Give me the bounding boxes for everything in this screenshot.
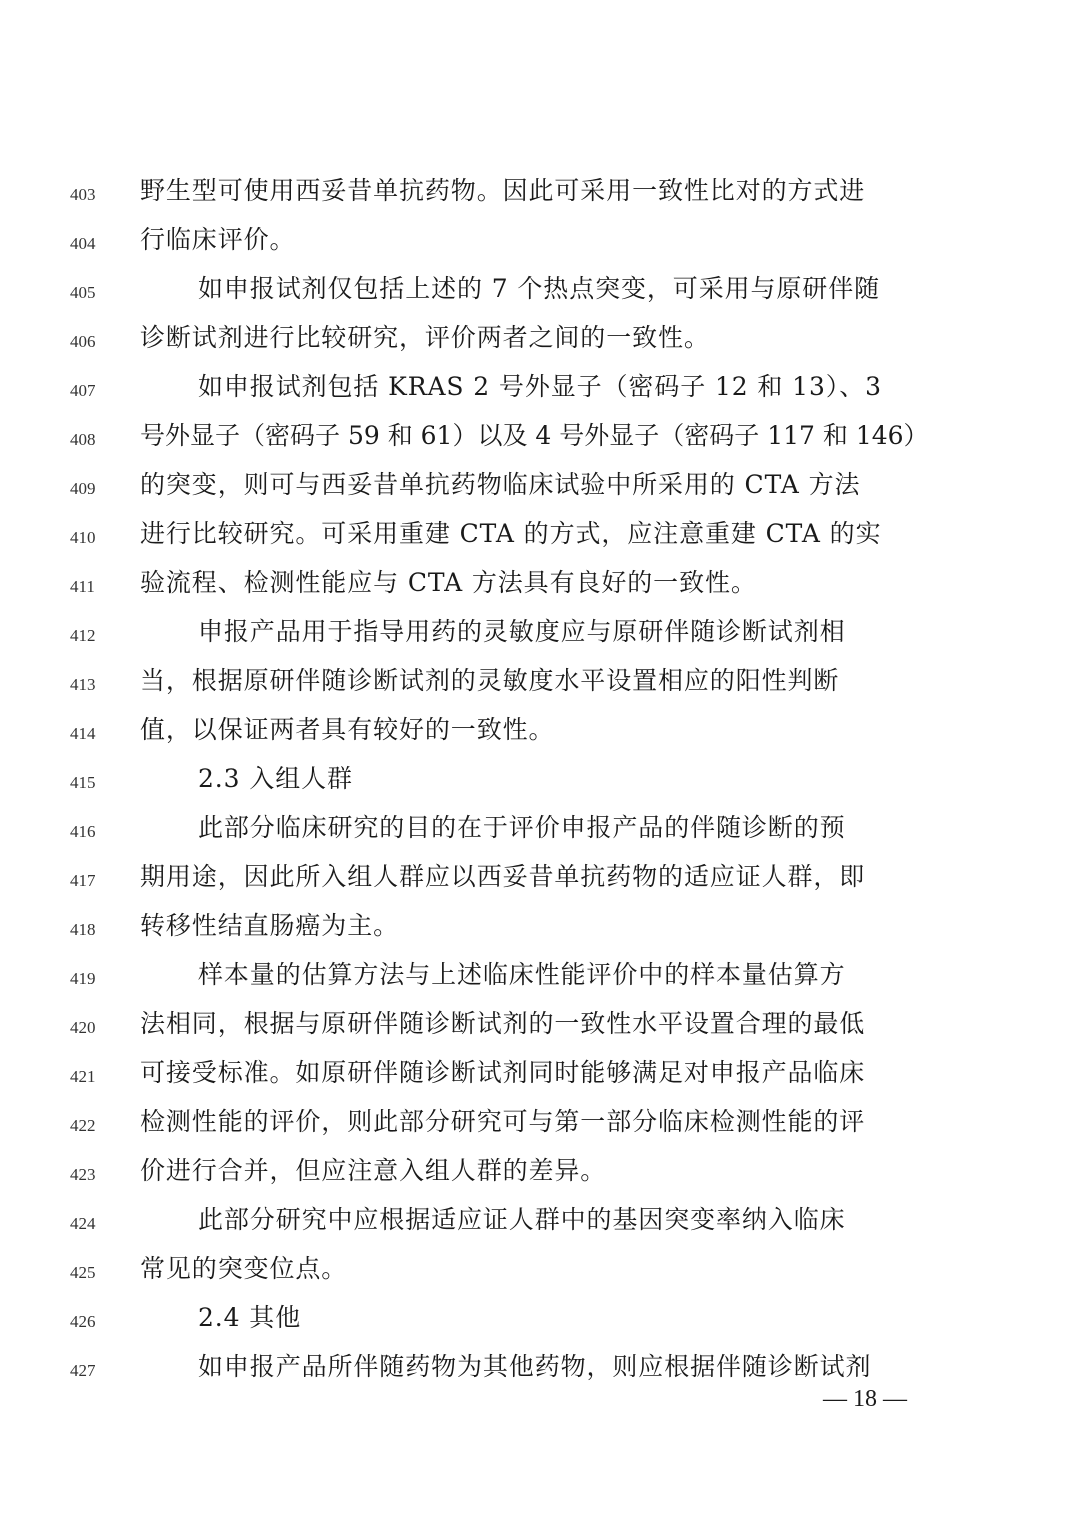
text-line (0, 416, 1080, 465)
line-text: 可接受标准。如原研伴随诊断试剂同时能够满足对申报产品临床 (140, 1058, 866, 1087)
line-text: 检测性能的评价，则此部分研究可与第一部分临床检测性能的评 (140, 1107, 866, 1136)
line-number: 406 (70, 332, 96, 351)
text-line (0, 465, 1080, 514)
line-text: 的突变，则可与西妥昔单抗药物临床试验中所采用的 CTA 方法 (140, 470, 861, 499)
line-number: 419 (70, 969, 96, 988)
text-line (0, 220, 1080, 269)
line-text: 行临床评价。 (140, 225, 296, 254)
text-line (0, 612, 1080, 661)
line-number: 422 (70, 1116, 96, 1135)
text-line (0, 1298, 1080, 1347)
line-text: 验流程、检测性能应与 CTA 方法具有良好的一致性。 (140, 568, 757, 597)
line-number: 405 (70, 283, 96, 302)
section-heading: 2.4 其他 (198, 1303, 302, 1332)
line-text: 诊断试剂进行比较研究，评价两者之间的一致性。 (140, 323, 710, 352)
line-number: 421 (70, 1067, 96, 1086)
text-line (0, 1200, 1080, 1249)
line-text: 如申报试剂仅包括上述的 7 个热点突变，可采用与原研伴随 (198, 274, 881, 303)
line-text: 法相同，根据与原研伴随诊断试剂的一致性水平设置合理的最低 (140, 1009, 866, 1038)
line-text: 进行比较研究。可采用重建 CTA 的方式，应注意重建 CTA 的实 (140, 519, 882, 548)
line-text: 如申报产品所伴随药物为其他药物，则应根据伴随诊断试剂 (198, 1352, 872, 1381)
line-number: 412 (70, 626, 96, 645)
line-number: 425 (70, 1263, 96, 1282)
line-number: 418 (70, 920, 96, 939)
line-number: 411 (70, 577, 95, 596)
text-line (0, 318, 1080, 367)
text-line (0, 1151, 1080, 1200)
line-text: 号外显子（密码子 59 和 61）以及 4 号外显子（密码子 117 和 146） (140, 421, 929, 450)
line-text: 如申报试剂包括 KRAS 2 号外显子（密码子 12 和 13）、3 (198, 372, 882, 401)
line-number: 413 (70, 675, 96, 694)
line-number: 409 (70, 479, 96, 498)
text-line (0, 1053, 1080, 1102)
line-text: 转移性结直肠癌为主。 (140, 911, 400, 940)
text-line (0, 955, 1080, 1004)
line-number: 404 (70, 234, 96, 253)
section-heading: 2.3 入组人群 (198, 764, 353, 793)
line-number: 417 (70, 871, 96, 890)
line-text: 当，根据原研伴随诊断试剂的灵敏度水平设置相应的阳性判断 (140, 666, 840, 695)
line-number: 427 (70, 1361, 96, 1380)
line-number: 403 (70, 185, 96, 204)
line-number: 423 (70, 1165, 96, 1184)
line-text: 此部分研究中应根据适应证人群中的基因突变率纳入临床 (198, 1205, 846, 1234)
line-number: 420 (70, 1018, 96, 1037)
text-line (0, 563, 1080, 612)
line-number: 424 (70, 1214, 96, 1233)
text-line (0, 1102, 1080, 1151)
line-text: 期用途，因此所入组人群应以西妥昔单抗药物的适应证人群，即 (140, 862, 866, 891)
text-line (0, 857, 1080, 906)
text-line (0, 514, 1080, 563)
line-text: 价进行合并，但应注意入组人群的差异。 (140, 1156, 607, 1185)
text-line (0, 367, 1080, 416)
line-text: 常见的突变位点。 (140, 1254, 348, 1283)
line-text: 野生型可使用西妥昔单抗药物。因此可采用一致性比对的方式进 (140, 176, 866, 205)
line-text: 此部分临床研究的目的在于评价申报产品的伴随诊断的预 (198, 813, 846, 842)
line-number: 414 (70, 724, 96, 743)
text-line (0, 661, 1080, 710)
text-line (0, 171, 1080, 220)
line-number: 416 (70, 822, 96, 841)
line-number: 407 (70, 381, 96, 400)
text-line (0, 710, 1080, 759)
line-text: 值，以保证两者具有较好的一致性。 (140, 715, 555, 744)
text-line (0, 906, 1080, 955)
line-number: 410 (70, 528, 96, 547)
page-number: — 18 — (823, 1386, 907, 1412)
line-number: 408 (70, 430, 96, 449)
text-line (0, 1004, 1080, 1053)
text-line (0, 759, 1080, 808)
text-line (0, 1249, 1080, 1298)
text-line (0, 808, 1080, 857)
line-text: 申报产品用于指导用药的灵敏度应与原研伴随诊断试剂相 (198, 617, 846, 646)
line-text: 样本量的估算方法与上述临床性能评价中的样本量估算方 (198, 960, 846, 989)
line-number: 426 (70, 1312, 96, 1331)
text-line (0, 269, 1080, 318)
line-number: 415 (70, 773, 96, 792)
